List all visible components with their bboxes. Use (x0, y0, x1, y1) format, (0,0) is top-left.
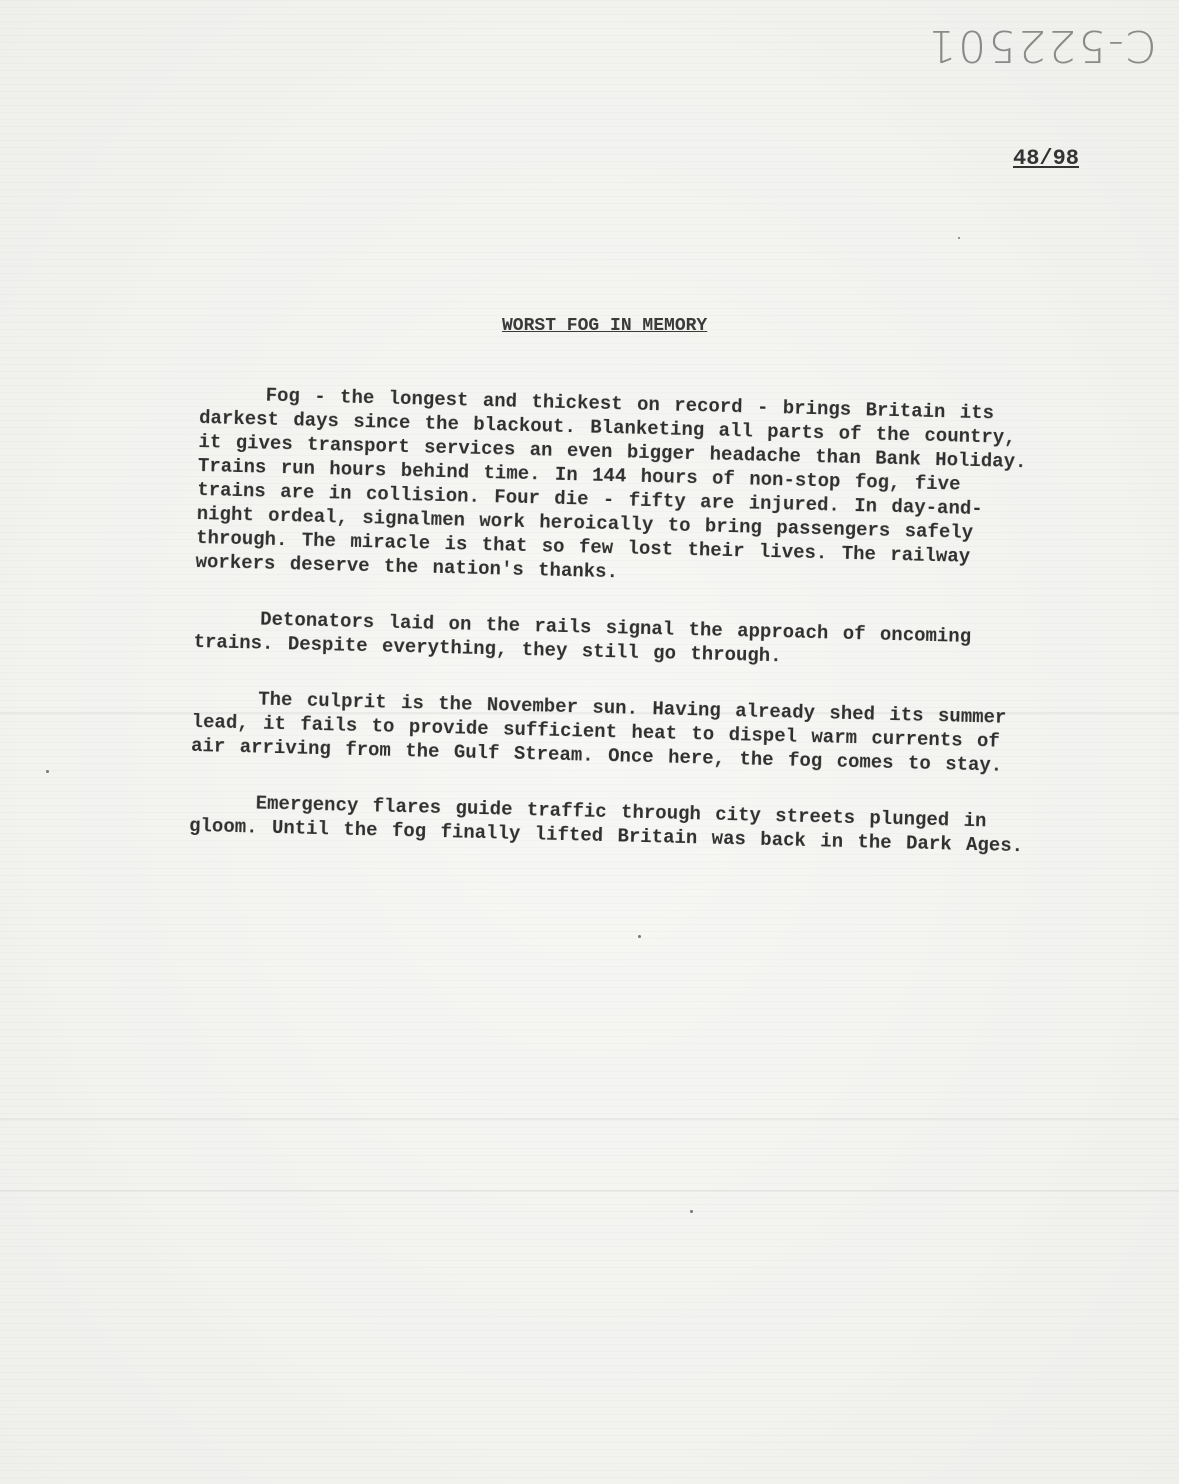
scan-speck (690, 1210, 693, 1213)
document-body (188, 382, 1040, 890)
paragraph-1: Fog - the longest and thickest on record - brings Britain its darkest days since the blackout. Blanketing all parts of the country, it gives transport services an even bigger headache than Bank Holiday. Trains run hours behind time. In 144 hours of non-stop fog, five trains are in collision. Four die - fifty are injured. In day-and-night ordeal, signalmen work heroically to bring passengers safely through. The miracle is that so few lost their lives. The railway workers deserve the nation's thanks. (195, 384, 1027, 584)
scan-artifact (0, 1118, 1179, 1120)
scan-speck (638, 935, 641, 938)
document-title: WORST FOG IN MEMORY (502, 316, 708, 336)
scan-artifact (0, 1190, 1179, 1192)
paragraph-2: Detonators laid on the rails signal the approach of oncoming trains. Despite everything, they still go through. (193, 608, 972, 668)
paragraph-4: Emergency flares guide traffic through city streets plunged in gloom. Until the fog finally lifted Britain was back in the Dark Ages. (188, 792, 1024, 858)
handwritten-document-id: C-522501 (926, 20, 1157, 71)
scan-speck (958, 237, 960, 239)
scan-speck (46, 770, 49, 773)
paragraph-3: The culprit is the November sun. Having already shed its summer lead, it fails to provide sufficient heat to dispel warm currents of air arriving from the Gulf Stream. Once here, the fog comes to stay. (190, 688, 1007, 777)
reference-number: 48/98 (1013, 146, 1080, 171)
